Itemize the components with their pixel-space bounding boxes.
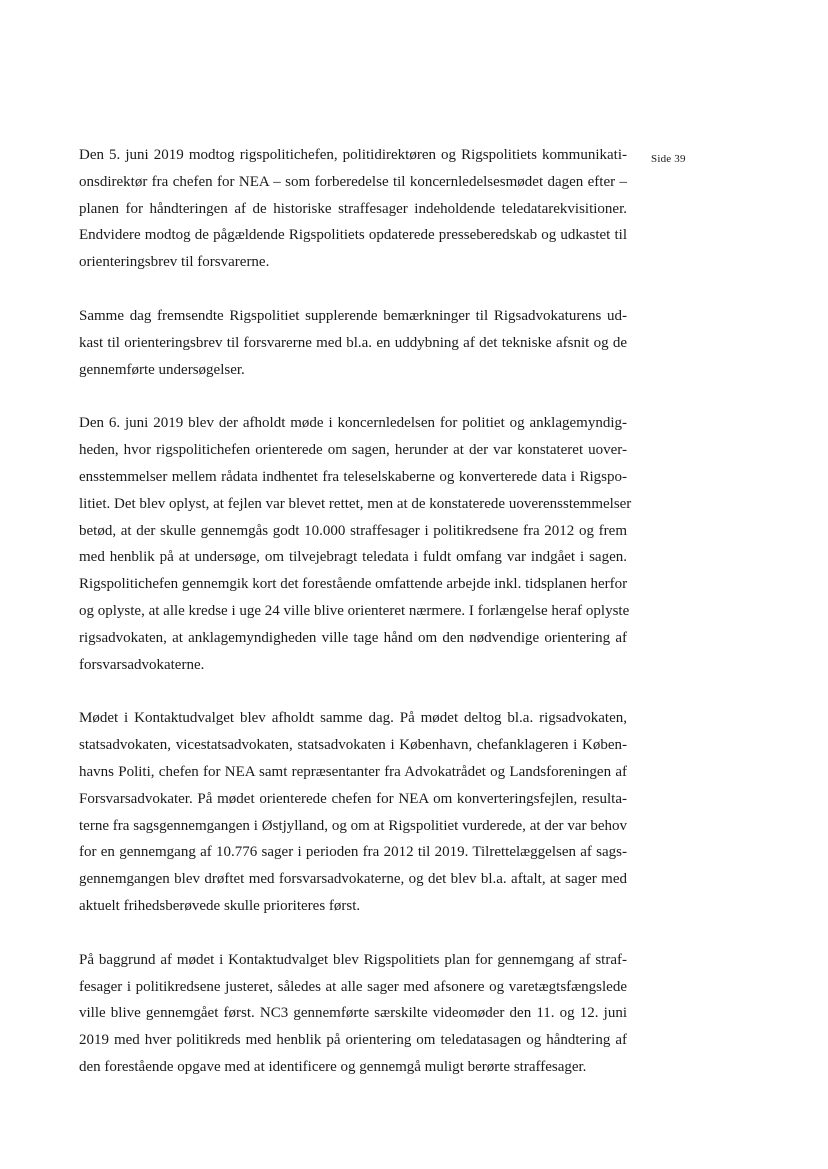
text-line: betød, at der skulle gennemgås godt 10.000 straffesager i politikredsene fra 2012 og frem: [79, 522, 627, 539]
text-line: havns Politi, chefen for NEA samt repræsentanter fra Advokatrådet og Landsforeningen af: [79, 763, 627, 780]
body-text: [79, 142, 632, 1108]
text-line: Rigspolitichefen gennemgik kort det forestående omfattende arbejde inkl. tidsplanen herfor: [79, 576, 628, 593]
paragraph-2: [79, 303, 627, 383]
text-line: orienteringsbrev til forsvarerne.: [79, 254, 270, 271]
text-line: På baggrund af mødet i Kontaktudvalget blev Rigspolitiets plan for gennemgang af straf-: [79, 951, 627, 968]
text-line: gennemgangen blev drøftet med forsvarsadvokaterne, og det blev bl.a. aftalt, at sager med: [79, 871, 627, 888]
text-line: litiet. Det blev oplyst, at fejlen var blevet rettet, men at de konstaterede uoverensstemmelser: [79, 495, 632, 512]
text-line: Endvidere modtog de pågældende Rigspolitiets opdaterede presseberedskab og udkastet til: [79, 227, 627, 244]
text-line: terne fra sagsgennemgangen i Østjylland, og om at Rigspolitiet vurderede, at der var behov: [79, 817, 627, 834]
paragraph-5: [79, 947, 627, 1081]
paragraph-1: [79, 142, 627, 276]
text-line: ville blive gennemgået først. NC3 gennemførte særskilte videomøder den 11. og 12. juni: [79, 1005, 627, 1022]
text-line: fesager i politikredsene justeret, således at alle sager med afsonere og varetægtsfængslede: [79, 978, 627, 995]
text-line: kast til orienteringsbrev til forsvarerne med bl.a. en uddybning af det tekniske afsnit og de: [79, 334, 627, 351]
text-line: onsdirektør fra chefen for NEA – som forberedelse til koncernledelsesmødet dagen efter –: [79, 173, 627, 190]
text-line: heden, hvor rigspolitichefen orienterede om sagen, herunder at der var konstateret uover-: [79, 442, 627, 459]
text-line: 2019 med hver politikreds med henblik på orientering om teledatasagen og håndtering af: [79, 1032, 627, 1049]
text-line: rigsadvokaten, at anklagemyndigheden ville tage hånd om den nødvendige orientering af: [79, 629, 627, 646]
paragraph-4: [79, 705, 627, 919]
text-line: med henblik på at undersøge, om tilvejebragt teledata i fuldt omfang var indgået i sagen.: [79, 549, 627, 566]
text-line: planen for håndteringen af de historiske straffesager indeholdende teledatarekvisitioner.: [79, 200, 627, 217]
text-line: gennemførte undersøgelser.: [79, 361, 245, 378]
text-line: og oplyste, at alle kredse i uge 24 ville blive orienteret nærmere. I forlængelse heraf oplyste: [79, 602, 630, 619]
text-line: den forestående opgave med at identificere og gennemgå muligt berørte straffesager.: [79, 1058, 587, 1075]
page-number: Side 39: [651, 153, 686, 165]
paragraph-3: [79, 410, 632, 678]
text-line: Den 5. juni 2019 modtog rigspolitichefen, politidirektøren og Rigspolitiets kommunikati-: [79, 147, 627, 163]
text-line: statsadvokaten, vicestatsadvokaten, statsadvokaten i København, chefanklageren i Køben-: [79, 737, 627, 754]
text-line: aktuelt frihedsberøvede skulle prioriteres først.: [79, 897, 361, 914]
text-line: Forsvarsadvokater. På mødet orienterede chefen for NEA om konverteringsfejlen, resulta-: [79, 790, 627, 807]
text-line: forsvarsadvokaterne.: [79, 656, 205, 673]
text-line: ensstemmelser mellem rådata indhentet fra teleselskaberne og konverterede data i Rigspo-: [79, 468, 627, 485]
text-line: Mødet i Kontaktudvalget blev afholdt samme dag. På mødet deltog bl.a. rigsadvokaten,: [79, 710, 627, 727]
text-line: Samme dag fremsendte Rigspolitiet supplerende bemærkninger til Rigsadvokaturens ud-: [79, 307, 627, 324]
text-line: for en gennemgang af 10.776 sager i perioden fra 2012 til 2019. Tilrettelæggelsen af sags-: [79, 844, 627, 861]
text-line: Den 6. juni 2019 blev der afholdt møde i koncernledelsen for politiet og anklagemyndig-: [79, 415, 627, 432]
